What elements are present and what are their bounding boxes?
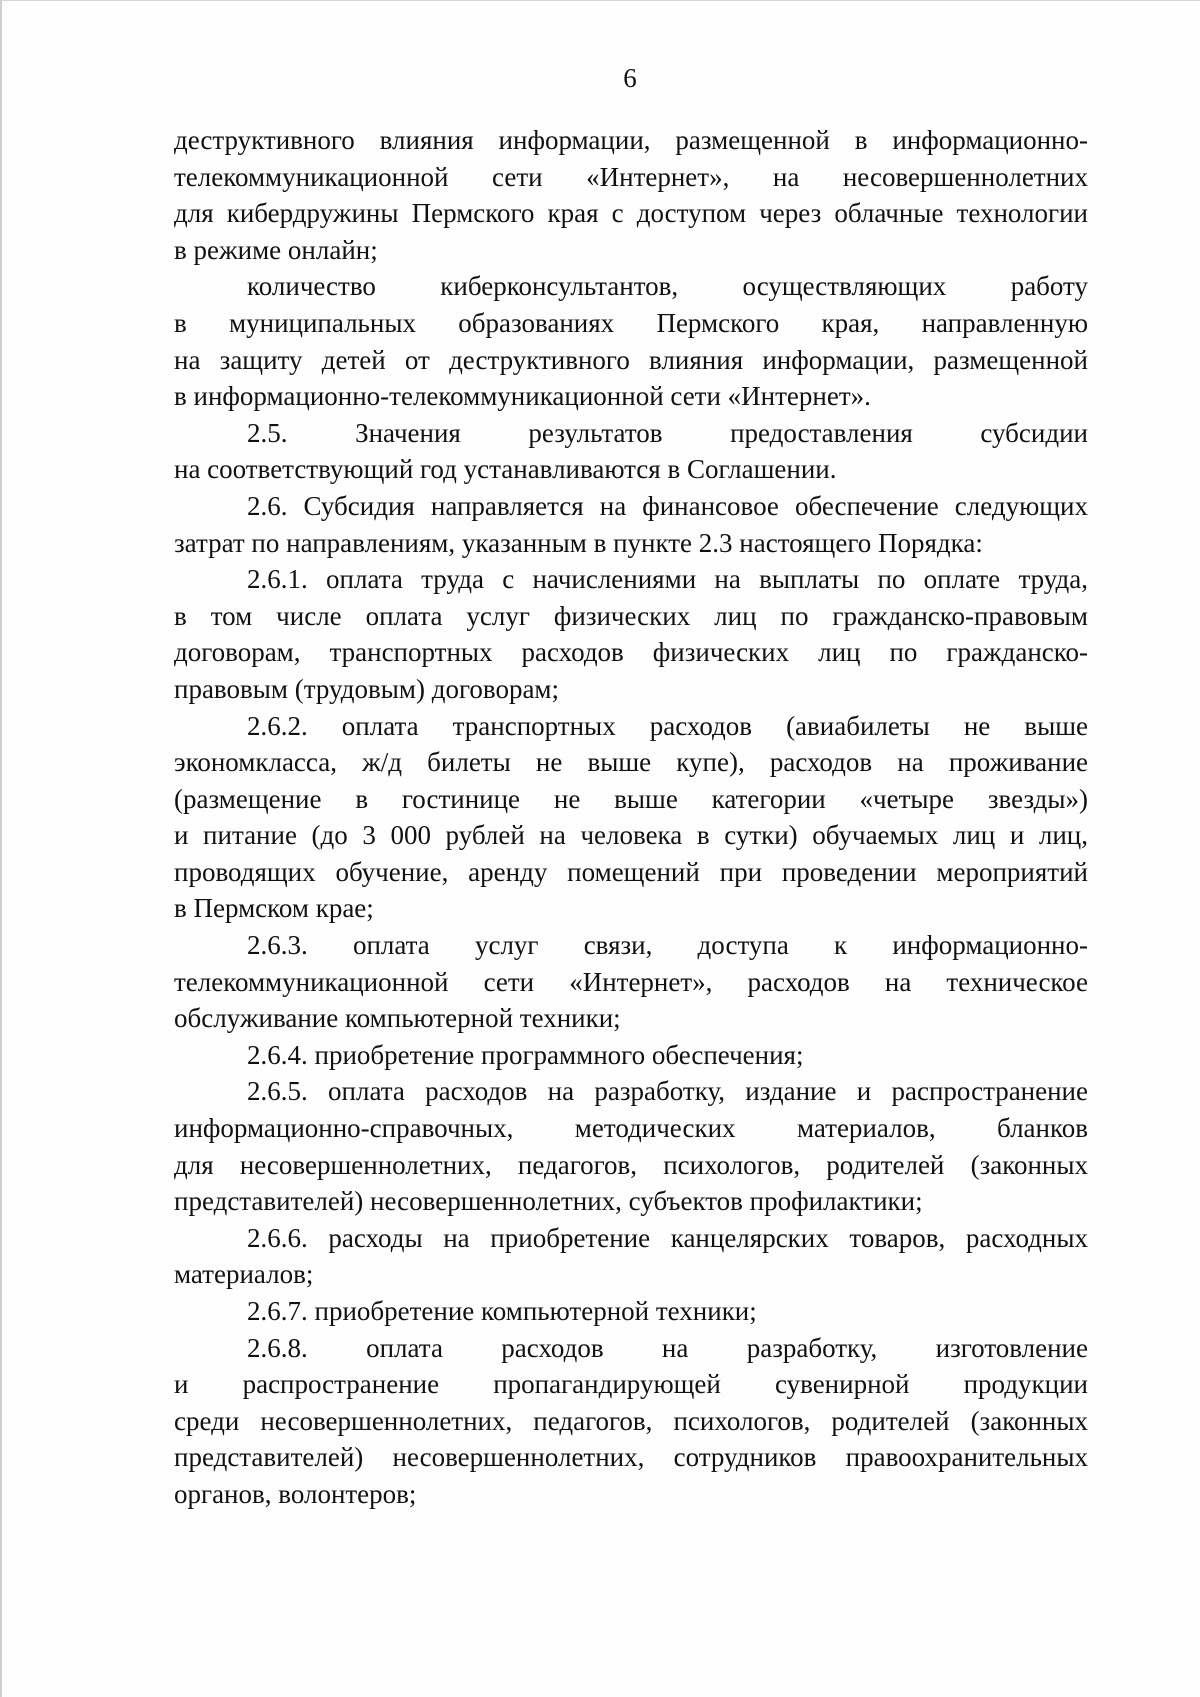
text-line: информационно-справочных, методических материалов, бланков (174, 1113, 1088, 1144)
text-line: и распространение пропагандирующей сувенирной продукции (174, 1369, 1088, 1400)
text-line: среди несовершеннолетних, педагогов, психологов, родителей (законных (174, 1405, 1088, 1436)
paragraph (174, 708, 1088, 928)
text-line: для несовершеннолетних, педагогов, психологов, родителей (законных (174, 1149, 1088, 1180)
document-body (174, 122, 1088, 1513)
text-line: 2.6.1. оплата труда с начислениями на выплаты по оплате труда, (247, 564, 1088, 595)
text-line: 2.6.3. оплата услуг связи, доступа к информационно- (247, 930, 1088, 961)
paragraph (174, 561, 1088, 707)
text-line: и питание (до 3 000 рублей на человека в сутки) обучаемых лиц и лиц, (174, 820, 1088, 851)
text-line: органов, волонтеров; (174, 1478, 417, 1509)
text-line: представителей) несовершеннолетних, субъектов профилактики; (174, 1186, 923, 1217)
paragraph (174, 1293, 1088, 1330)
text-line: (размещение в гостинице не выше категории «четыре звезды») (174, 783, 1088, 814)
paragraph (174, 488, 1088, 561)
text-line: на соответствующий год устанавливаются в Соглашении. (174, 454, 837, 485)
text-line: затрат по направлениям, указанным в пункте 2.3 настоящего Порядка: (174, 527, 983, 558)
text-line: 2.6.5. оплата расходов на разработку, издание и распространение (247, 1076, 1088, 1107)
text-line: 2.6.2. оплата транспортных расходов (авиабилеты не выше (247, 710, 1088, 741)
text-line: телекоммуникационной сети «Интернет», на несовершеннолетних (174, 161, 1088, 192)
paragraph (174, 1037, 1088, 1074)
text-line: проводящих обучение, аренду помещений при проведении мероприятий (174, 856, 1088, 887)
text-line: в информационно-телекоммуникационной сети «Интернет». (174, 381, 871, 412)
text-line: экономкласса, ж/д билеты не выше купе), расходов на проживание (174, 747, 1088, 778)
text-line: материалов; (174, 1259, 314, 1290)
text-line: деструктивного влияния информации, размещенной в информационно- (174, 125, 1088, 155)
paragraph (174, 1220, 1088, 1293)
text-line: в режиме онлайн; (174, 234, 378, 265)
text-line: правовым (трудовым) договорам; (174, 673, 560, 704)
text-line: 2.6.4. приобретение программного обеспечения; (247, 1039, 804, 1070)
text-line: количество киберконсультантов, осуществляющих работу (247, 271, 1088, 302)
paragraph (174, 1073, 1088, 1219)
text-line: договорам, транспортных расходов физических лиц по гражданско- (174, 637, 1088, 668)
text-line: для кибердружины Пермского края с доступом через облачные технологии (174, 198, 1088, 229)
text-line: обслуживание компьютерной техники; (174, 1003, 621, 1034)
text-line: в муниципальных образованиях Пермского края, направленную (174, 307, 1088, 338)
paragraph (174, 122, 1088, 268)
page-number: 6 (623, 63, 637, 93)
text-line: 2.6. Субсидия направляется на финансовое обеспечение следующих (247, 490, 1088, 521)
text-line: в Пермском крае; (174, 893, 374, 924)
text-line: в том числе оплата услуг физических лиц по гражданско-правовым (174, 600, 1088, 631)
text-line: представителей) несовершеннолетних, сотрудников правоохранительных (174, 1442, 1088, 1473)
paragraph (174, 927, 1088, 1037)
text-line: 2.6.7. приобретение компьютерной техники; (247, 1296, 757, 1326)
paragraph (174, 268, 1088, 414)
paragraph (174, 415, 1088, 488)
text-line: телекоммуникационной сети «Интернет», расходов на техническое (174, 966, 1088, 997)
text-line: на защиту детей от деструктивного влияния информации, размещенной (174, 344, 1088, 375)
text-line: 2.5. Значения результатов предоставления субсидии (247, 417, 1088, 448)
text-line: 2.6.6. расходы на приобретение канцелярских товаров, расходных (247, 1222, 1088, 1253)
paragraph (174, 1330, 1088, 1513)
text-line: 2.6.8. оплата расходов на разработку, изготовление (247, 1332, 1088, 1363)
